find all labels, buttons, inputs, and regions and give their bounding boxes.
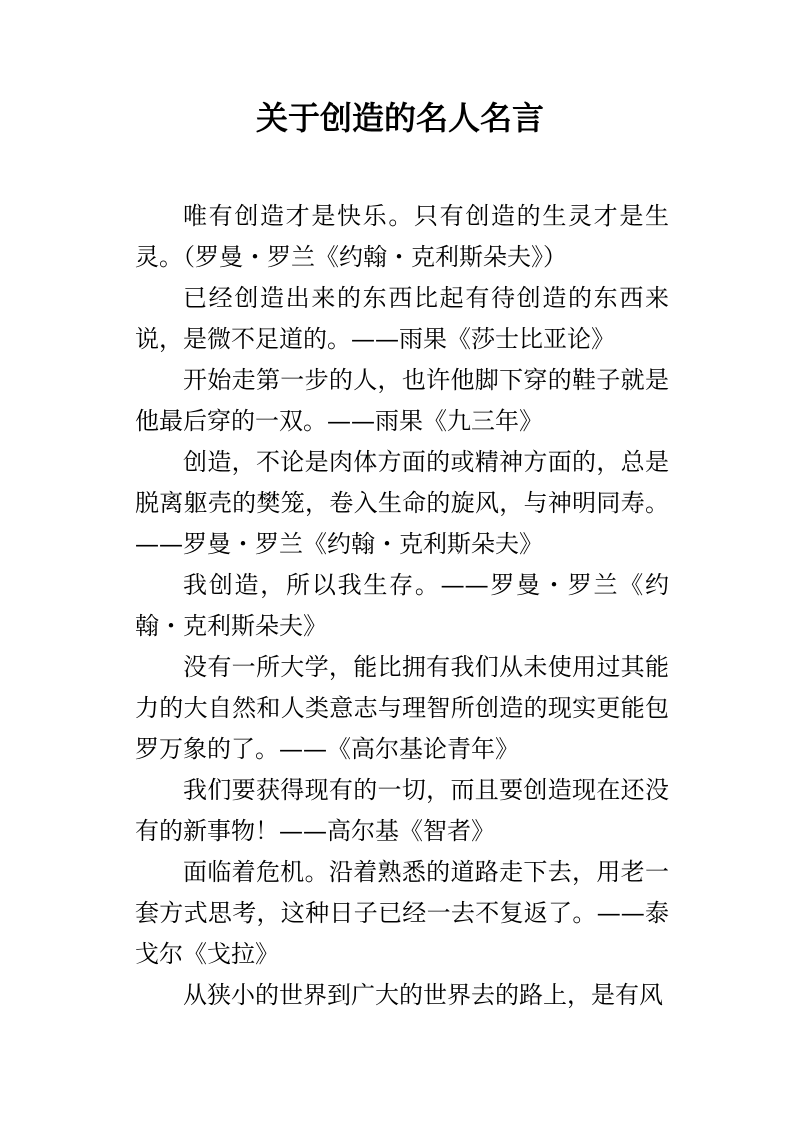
document-body [135,196,669,1016]
quote-paragraph: 唯有创造才是快乐。只有创造的生灵才是生灵。（罗曼・罗兰《约翰・克利斯朵夫》） [135,202,669,271]
quote-paragraph: 已经创造出来的东西比起有待创造的东西来说，是微不足道的。——雨果《莎士比亚论》 [135,284,669,353]
page-title: 关于创造的名人名言 [255,99,544,137]
quote-paragraph: 我们要获得现有的一切，而且要创造现在还没有的新事物！——高尔基《智者》 [135,776,669,845]
quote-paragraph: 我创造，所以我生存。——罗曼・罗兰《约翰・克利斯朵夫》 [135,571,669,640]
quote-paragraph: 面临着危机。沿着熟悉的道路走下去，用老一套方式思考，这种日子已经一去不复返了。——泰戈尔《戈拉》 [135,858,669,968]
quote-paragraph: 没有一所大学，能比拥有我们从未使用过其能力的大自然和人类意志与理智所创造的现实更能包罗万象的了。——《高尔基论青年》 [135,653,669,763]
quote-paragraph: 开始走第一步的人，也许他脚下穿的鞋子就是他最后穿的一双。——雨果《九三年》 [135,366,669,435]
quote-paragraph: 从狭小的世界到广大的世界去的路上，是有风 [183,981,663,1009]
quote-paragraph: 创造，不论是肉体方面的或精神方面的，总是脱离躯壳的樊笼，卷入生命的旋风，与神明同寿。——罗曼・罗兰《约翰・克利斯朵夫》 [135,448,669,558]
